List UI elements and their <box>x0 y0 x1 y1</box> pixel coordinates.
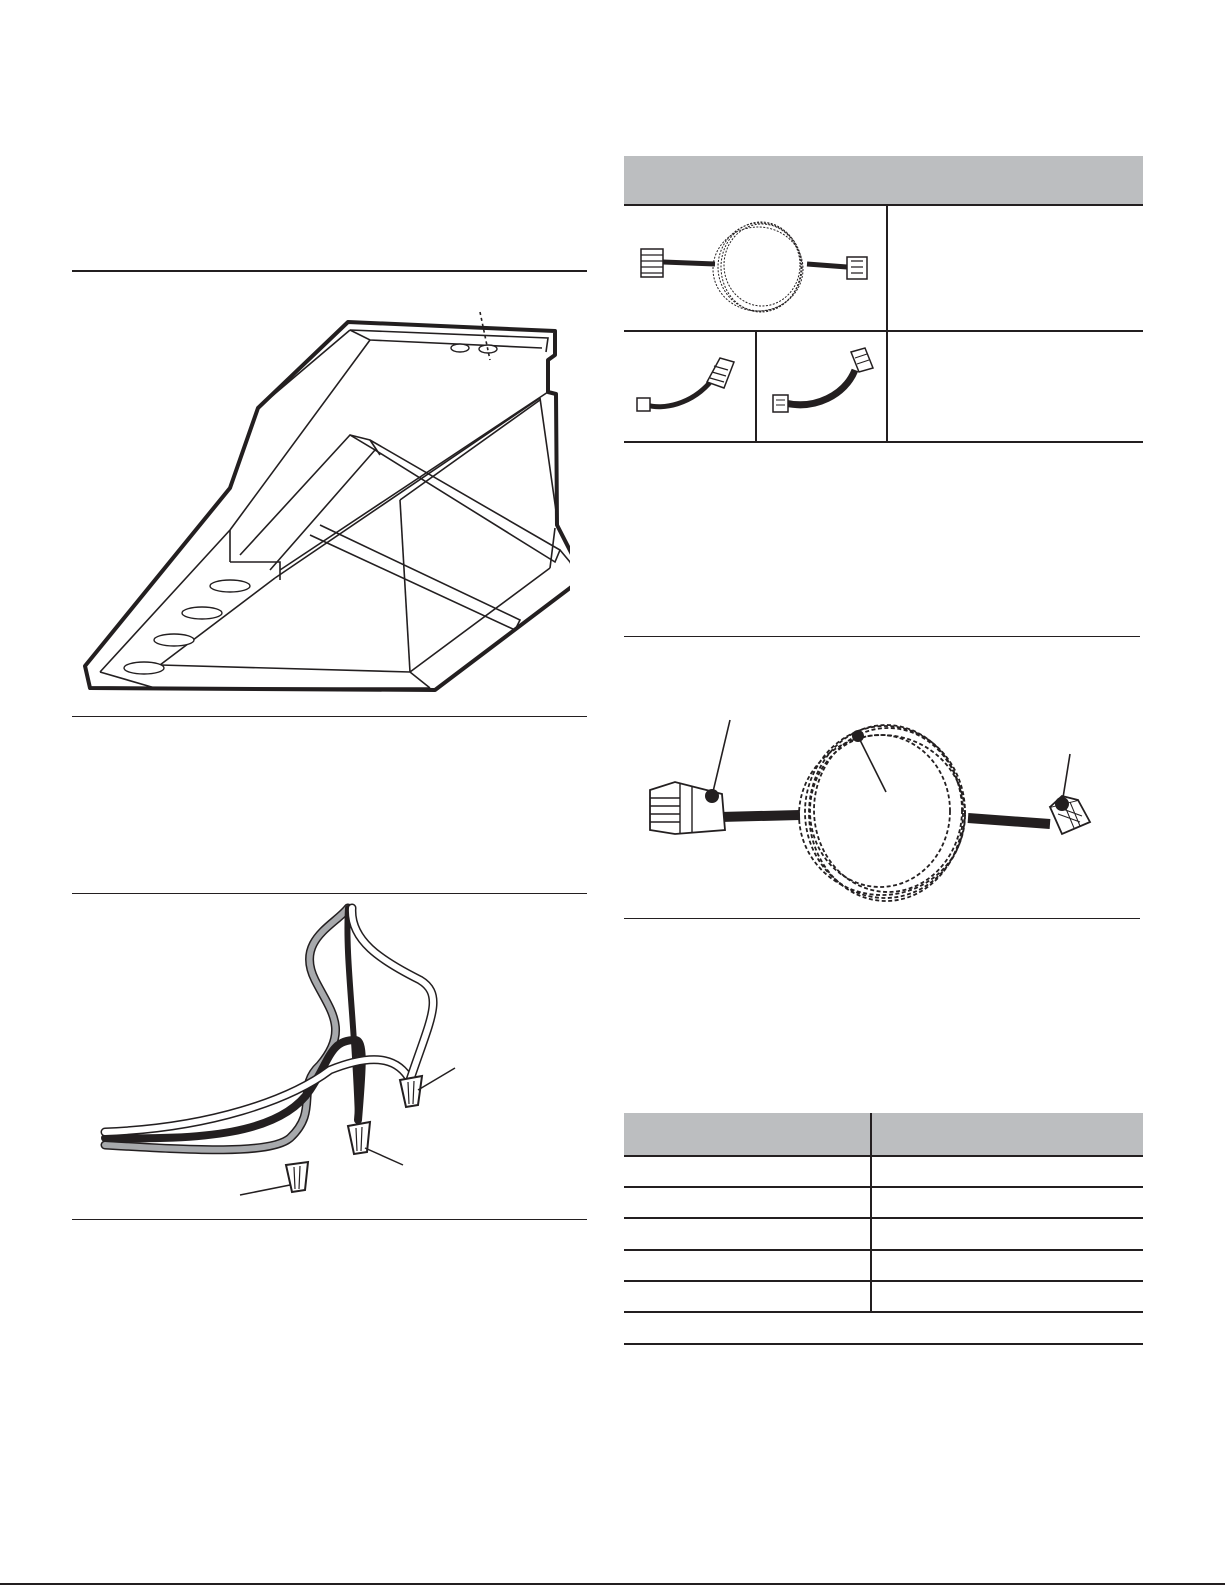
section-rule-bottom-left <box>72 1219 587 1220</box>
spec-table-header <box>624 1113 1143 1155</box>
spec-table-row-rule <box>624 1217 1143 1219</box>
section-rule-mid-right <box>624 636 1140 637</box>
spec-table-column-divider <box>870 1113 872 1312</box>
spec-table-row-rule <box>624 1155 1143 1157</box>
parts-table-rule <box>624 441 1143 443</box>
section-rule-lower-right <box>624 918 1140 919</box>
spec-table-row-rule <box>624 1311 1143 1313</box>
wire-nut-connections-illustration <box>100 900 470 1200</box>
four-pin-adapter-thumbnail <box>632 340 747 430</box>
section-rule-mid-left <box>72 716 587 717</box>
spec-table-row-rule <box>624 1280 1143 1282</box>
modular-adapter-thumbnail <box>765 340 880 430</box>
parts-table-rule <box>624 330 1143 332</box>
section-rule-top-left <box>72 270 587 272</box>
spec-table-bottom-rule <box>624 1343 1143 1345</box>
parts-table-divider <box>886 204 888 442</box>
spec-table-row-rule <box>624 1249 1143 1251</box>
range-hood-underside-illustration <box>80 300 570 710</box>
parts-table-divider <box>755 330 757 442</box>
coiled-control-cable-illustration <box>630 712 1100 912</box>
parts-table-rule <box>624 204 1143 206</box>
parts-table-header <box>624 156 1143 204</box>
coiled-cable-thumbnail <box>635 215 880 320</box>
spec-table-row-rule <box>624 1186 1143 1188</box>
section-rule-lower-left <box>72 893 587 894</box>
